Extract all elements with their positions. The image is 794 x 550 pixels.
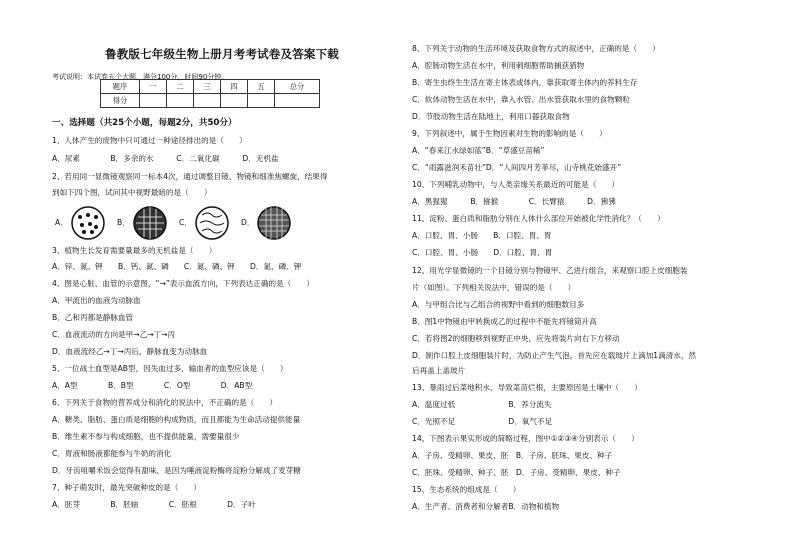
question-line: 8、下列关于动物的生活环境及获取食物方式的叙述中，正确的是（ ） <box>412 44 660 53</box>
score-cell <box>140 94 167 108</box>
question-line: B．图1中物镜由甲转换成乙的过程中不能先将镜筒升高 <box>412 317 597 326</box>
cell-view-c-icon <box>194 205 230 241</box>
question-line: C．血液流动的方向是甲→乙→丁→丙 <box>52 330 176 339</box>
question-line: A．口腔、胃、小肠 B．口腔、胃、胃 <box>412 231 552 240</box>
score-header-cell: 总分 <box>275 80 320 94</box>
score-cell <box>275 94 320 108</box>
score-table <box>100 79 320 108</box>
score-cell <box>248 94 275 108</box>
question-line: C．“雨露滋润禾苗壮”D．“人间四月芳菲尽，山寺桃花始盛开” <box>412 163 622 172</box>
question-line: A．黑猩猩 B．猕猴 C．长臂猿 D．狒狒 <box>412 197 616 206</box>
question-line: B．寄生虫终生生活在寄主体表或体内，靠获取寄主体内的养料生存 <box>412 78 638 87</box>
score-header-cell: 三 <box>194 80 221 94</box>
score-table-header-row <box>101 80 320 94</box>
question-line: 6、下列关于食物的营养成分和消化的说法中，不正确的是（ ） <box>52 398 278 407</box>
question-line: A．糖类、脂肪、蛋白质是细胞的构成物质，而且都能为生命活动提供能量 <box>52 415 301 424</box>
question-line: A．子房、受精卵、果皮、胚 B．子房、胚珠、果皮、种子 <box>412 451 613 460</box>
question-line: D．血液流经乙→丁→丙后，静脉血变为动脉血 <box>52 347 208 356</box>
score-row-label: 得分 <box>101 94 140 108</box>
q2-option-label: B． <box>117 218 130 227</box>
score-header-cell: 一 <box>140 80 167 94</box>
question-line: C．光照不足 D．氧气不足 <box>412 417 553 426</box>
question-line: C．胚珠、受精卵、种子、胚 D．子房、受精卵、果皮、种子 <box>412 468 621 477</box>
question-line: 9、下列叙述中，属于生物因素对生物的影响的是（ ） <box>412 129 607 138</box>
question-line: A．“春来江水绿如蓝”B．“草盛豆苗稀” <box>412 146 545 155</box>
question-line: 11、淀粉、蛋白质和脂肪分别在人体什么部位开始被化学性消化？（ ） <box>412 214 665 223</box>
question-line: A．胚芽 B．胚轴 C．胚根 D．子叶 <box>52 500 256 509</box>
score-cell <box>221 94 248 108</box>
score-cell <box>167 94 194 108</box>
question-line: A．A型 B．B型 C．O型 D．AB型 <box>52 381 253 390</box>
question-line: 15、生态系统的组成是（ ） <box>412 485 521 494</box>
question-line: 2、若用同一显微镜观察同一标本4次，通过调整目镜、物镜和细准焦螺旋，结果得 <box>52 172 328 181</box>
question-line: D．制作口腔上皮细胞装片时，为防止产生气泡，首先应在载玻片上滴加1滴清水，然 <box>412 351 697 360</box>
score-table-row <box>101 94 320 108</box>
question-line: 3、植物生长发育需要量最多的无机盐是（ ） <box>52 246 217 255</box>
question-line: C．若将图2的细胞移到视野正中央，应先将装片向右下方移动 <box>412 334 620 343</box>
question-line: 10、下列哺乳动物中，与人类亲缘关系最近的可能是（ ） <box>412 180 620 189</box>
question-line: 1、人体产生的废物中只可通过一种途径排出的是（ ） <box>52 136 247 145</box>
question-line: B．乙和丙都是静脉血管 <box>52 313 134 322</box>
q2-option-label: A． <box>55 218 68 227</box>
question-line: 后再盖上盖玻片 <box>412 366 466 375</box>
q2-option-label: C． <box>179 218 192 227</box>
question-line: C．口腔、胃、小肠 D．口腔、胃、胃 <box>412 248 553 257</box>
question-line: A．尿素 B．多余的水 C．二氧化碳 D．无机盐 <box>52 154 279 163</box>
score-header-cell: 二 <box>167 80 194 94</box>
question-line: 片（如图）。下列相关说法中，错误的是（ ） <box>412 283 576 292</box>
question-line: 14、下图表示果实形成的简略过程，图中①②③④分别表示（ ） <box>412 434 639 443</box>
question-line: 5、一位战士血型是AB型，因失血过多，输血者的血型应该是（ ） <box>52 364 288 373</box>
question-line: C．胃液和肠液都能参与牛奶的消化 <box>52 449 172 458</box>
question-line: A．与甲组合比与乙组合的视野中看到的细胞数目多 <box>412 300 585 309</box>
question-line: A．锌、氮、钾 B．钙、氮、磷 C．氮、磷、钾 D．氮、磷、钾 <box>52 262 302 271</box>
exam-title: 鲁教版七年级生物上册月考考试卷及答案下载 <box>105 47 339 61</box>
question-line: A．甲流出的血液为动脉血 <box>52 296 141 305</box>
question-line: D．牙齿咀嚼米饭会觉得有甜味，是因为唾液淀粉酶将淀粉分解成了麦芽糖 <box>52 466 301 475</box>
q2-option-label: D． <box>241 218 255 227</box>
score-cell <box>194 94 221 108</box>
section-heading: 一、选择题（共25个小题，每题2分，共50分） <box>52 118 237 128</box>
cell-view-b-icon <box>132 205 168 241</box>
score-header-cell: 四 <box>221 80 248 94</box>
cell-view-a-icon <box>70 205 106 241</box>
cell-view-d-icon <box>256 205 292 241</box>
score-header-cell: 题序 <box>101 80 140 94</box>
question-line: A．温度过低 B．养分流失 <box>412 400 552 409</box>
question-line: 到如下四个图，试问其中视野最暗的是（ ） <box>52 188 212 197</box>
exam-note: 考试说明：本试卷五个大题，满分100分，时间90分钟。 <box>52 73 229 81</box>
question-line: C．软体动物生活在水中，靠入水管、出水管获取水里的食物颗粒 <box>412 95 630 104</box>
score-header-cell: 五 <box>248 80 275 94</box>
question-line: 13、暴雨过后菜地积水，导致菜苗烂根，主要原因是土壤中（ ） <box>412 383 642 392</box>
question-line: 4、图是心脏、血管的示意图，“→”表示血流方向，下列表达正确的是（ ） <box>52 279 315 288</box>
question-line: D．节肢动物生活在陆地上，利用口器获取食物 <box>412 112 570 121</box>
question-line: 7、种子萌发时，最先突破种皮的是（ ） <box>52 483 202 492</box>
question-line: A．生产者、消费者和分解者B．动物和植物 <box>412 502 560 511</box>
question-line: 12、用光学显微镜的一个目镜分别与物镜甲、乙进行组合，来观察口腔上皮细胞装 <box>412 266 688 275</box>
question-line: A．腔肠动物生活在水中，利用刺细胞帮助捕获猎物 <box>412 61 585 70</box>
question-line: B．维生素不参与构成细胞，也不提供能量，需要量很少 <box>52 432 240 441</box>
